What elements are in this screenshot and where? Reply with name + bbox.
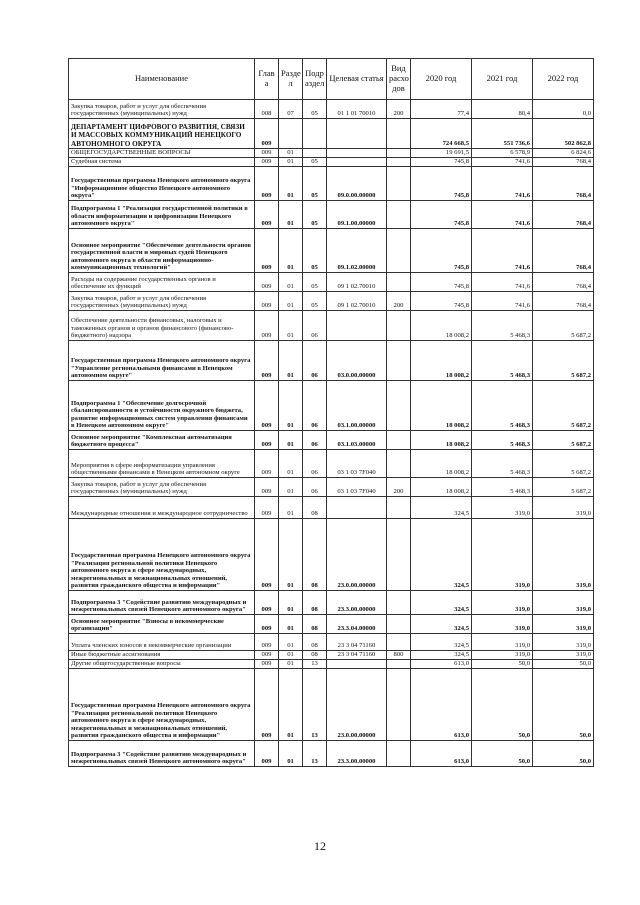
- table-row: [69, 591, 594, 615]
- row-target: 03.1.00.00000: [327, 381, 387, 431]
- row-podrazdel: 05: [303, 201, 327, 229]
- row-podrazdel: 06: [303, 431, 327, 450]
- row-2021: 741,6: [472, 292, 533, 311]
- table-row: [69, 634, 594, 651]
- row-razdel: 01: [279, 660, 303, 669]
- row-podrazdel: 05: [303, 158, 327, 167]
- row-target: [327, 158, 387, 167]
- col-header-target: Целевая статья: [327, 59, 387, 100]
- row-name: Закупка товаров, работ и услуг для обеспечения государственных (муниципальных) нужд: [69, 292, 255, 311]
- row-podrazdel: 06: [303, 450, 327, 478]
- row-razdel: 01: [279, 201, 303, 229]
- row-podrazdel: 08: [303, 591, 327, 615]
- row-razdel: 01: [279, 450, 303, 478]
- row-glava: 009: [255, 311, 279, 341]
- row-expense-type: [387, 497, 411, 519]
- row-2022: 5 687,2: [533, 431, 594, 450]
- row-name: Закупка товаров, работ и услуг для обеспечения государственных (муниципальных) нужд: [69, 100, 255, 119]
- row-razdel: 01: [279, 519, 303, 591]
- row-target: 03 1 03 7F040: [327, 450, 387, 478]
- row-target: 09.0.00.00000: [327, 167, 387, 201]
- row-name: Основное мероприятие "Комплексная автоматизация бюджетного процесса": [69, 431, 255, 450]
- row-razdel: 01: [279, 651, 303, 660]
- table-row: [69, 119, 594, 149]
- row-target: 09.1.00.00000: [327, 201, 387, 229]
- row-podrazdel: 08: [303, 497, 327, 519]
- col-header-2021: 2021 год: [472, 59, 533, 100]
- row-razdel: 01: [279, 615, 303, 634]
- row-expense-type: [387, 615, 411, 634]
- row-podrazdel: 05: [303, 167, 327, 201]
- row-name: Государственная программа Ненецкого автономного округа "Информационное общество Ненецкого автономного округа": [69, 167, 255, 201]
- row-2020: 745,8: [411, 167, 472, 201]
- row-glava: 009: [255, 478, 279, 497]
- row-razdel: 01: [279, 741, 303, 767]
- row-name: Государственная программа Ненецкого автономного округа "Реализация региональной политики Ненецкого автономного округа в сфере международных, межрегиональных и межнациональных отношений, развития гражданского общества и информации": [69, 519, 255, 591]
- row-expense-type: [387, 634, 411, 651]
- row-2022: 6 824,6: [533, 149, 594, 158]
- row-target: 23 3 04 71160: [327, 634, 387, 651]
- row-2020: 745,8: [411, 292, 472, 311]
- table-row: [69, 651, 594, 660]
- table-row: [69, 519, 594, 591]
- col-header-razdel: Разде л: [279, 59, 303, 100]
- row-podrazdel: 08: [303, 519, 327, 591]
- row-2022: 768,4: [533, 201, 594, 229]
- row-2020: 77,4: [411, 100, 472, 119]
- row-podrazdel: 13: [303, 741, 327, 767]
- row-podrazdel: 08: [303, 615, 327, 634]
- row-2021: 5 468,3: [472, 450, 533, 478]
- row-2022: 319,0: [533, 651, 594, 660]
- row-target: [327, 149, 387, 158]
- row-target: 23.3.00.00000: [327, 741, 387, 767]
- row-razdel: 01: [279, 381, 303, 431]
- row-2021: 5 468,3: [472, 478, 533, 497]
- row-expense-type: [387, 669, 411, 741]
- table-row: [69, 381, 594, 431]
- row-target: 23.3.04.00000: [327, 615, 387, 634]
- row-target: 03.1.03.00000: [327, 431, 387, 450]
- row-2020: 18 008,2: [411, 450, 472, 478]
- table-row: [69, 229, 594, 273]
- row-podrazdel: 05: [303, 273, 327, 292]
- row-2020: 745,8: [411, 201, 472, 229]
- row-2020: 324,5: [411, 615, 472, 634]
- row-name: Подпрограмма 1 "Обеспечение долгосрочной сбалансированности и устойчивости окружного бюджета, развитие информационных систем управления финансами в Ненецком автономном округе": [69, 381, 255, 431]
- row-2021: 6 578,9: [472, 149, 533, 158]
- row-2022: 319,0: [533, 634, 594, 651]
- table-row: [69, 167, 594, 201]
- row-glava: 009: [255, 167, 279, 201]
- row-glava: 009: [255, 381, 279, 431]
- row-expense-type: 200: [387, 292, 411, 311]
- row-target: 23.0.00.00000: [327, 519, 387, 591]
- row-2022: 768,4: [533, 273, 594, 292]
- row-2022: 50,0: [533, 741, 594, 767]
- row-expense-type: [387, 311, 411, 341]
- row-name: ДЕПАРТАМЕНТ ЦИФРОВОГО РАЗВИТИЯ, СВЯЗИ И МАССОВЫХ КОММУНИКАЦИЙ НЕНЕЦКОГО АВТОНОМНОГО ОКРУГА: [69, 119, 255, 149]
- table-row: [69, 273, 594, 292]
- row-expense-type: 200: [387, 478, 411, 497]
- row-2022: 319,0: [533, 519, 594, 591]
- row-glava: 009: [255, 229, 279, 273]
- row-podrazdel: 05: [303, 292, 327, 311]
- row-2021: 741,6: [472, 229, 533, 273]
- row-2022: 5 687,2: [533, 311, 594, 341]
- row-razdel: 01: [279, 311, 303, 341]
- row-expense-type: [387, 273, 411, 292]
- row-2020: 324,5: [411, 519, 472, 591]
- page-number: 12: [314, 839, 326, 853]
- row-name: Иные бюджетные ассигнования: [69, 651, 255, 660]
- row-2020: 18 008,2: [411, 311, 472, 341]
- row-podrazdel: 06: [303, 478, 327, 497]
- row-razdel: 07: [279, 100, 303, 119]
- row-podrazdel: 06: [303, 381, 327, 431]
- row-expense-type: [387, 167, 411, 201]
- row-glava: 008: [255, 100, 279, 119]
- row-target: 09 1 02.70010: [327, 292, 387, 311]
- row-name: Другие общегосударственные вопросы: [69, 660, 255, 669]
- row-2021: 741,6: [472, 167, 533, 201]
- row-target: 23 3 04 71160: [327, 651, 387, 660]
- row-razdel: 01: [279, 497, 303, 519]
- row-name: Судебная система: [69, 158, 255, 167]
- row-name: Подпрограмма 3 "Содействие развитию международных и межрегиональных связей Ненецкого автономного округа": [69, 591, 255, 615]
- row-glava: 009: [255, 119, 279, 149]
- row-expense-type: [387, 229, 411, 273]
- row-name: Основное мероприятие "Взносы в некоммерческие организации": [69, 615, 255, 634]
- row-2021: 741,6: [472, 201, 533, 229]
- row-2021: 50,0: [472, 669, 533, 741]
- row-2022: 768,4: [533, 167, 594, 201]
- row-2022: 0,0: [533, 100, 594, 119]
- row-razdel: 01: [279, 478, 303, 497]
- row-podrazdel: 06: [303, 311, 327, 341]
- row-expense-type: 800: [387, 651, 411, 660]
- row-2021: 50,0: [472, 660, 533, 669]
- row-podrazdel: 08: [303, 651, 327, 660]
- col-header-glava: Глав а: [255, 59, 279, 100]
- row-target: 23.0.00.00000: [327, 669, 387, 741]
- row-2021: 741,6: [472, 273, 533, 292]
- row-name: Закупка товаров, работ и услуг для обеспечения государственных (муниципальных) нужд: [69, 478, 255, 497]
- row-expense-type: [387, 201, 411, 229]
- row-target: 09 1 02.70010: [327, 273, 387, 292]
- row-razdel: 01: [279, 669, 303, 741]
- row-podrazdel: 05: [303, 100, 327, 119]
- row-2021: 5 468,3: [472, 341, 533, 381]
- row-podrazdel: 13: [303, 669, 327, 741]
- row-target: 03 1 03 7F040: [327, 478, 387, 497]
- row-2020: 613,0: [411, 741, 472, 767]
- table-row: [69, 311, 594, 341]
- row-2020: 18 008,2: [411, 431, 472, 450]
- row-2022: 5 687,2: [533, 341, 594, 381]
- row-expense-type: [387, 158, 411, 167]
- row-podrazdel: 05: [303, 229, 327, 273]
- budget-table: [68, 58, 594, 767]
- row-target: [327, 311, 387, 341]
- row-target: 09.1.02.00000: [327, 229, 387, 273]
- col-header-podrazdel: Подр аздел: [303, 59, 327, 100]
- row-2020: 18 008,2: [411, 478, 472, 497]
- row-name: Подпрограмма 3 "Содействие развитию международных и межрегиональных связей Ненецкого автономного округа": [69, 741, 255, 767]
- row-target: 01 1 01 70010: [327, 100, 387, 119]
- row-name: ОБЩЕГОСУДАРСТВЕННЫЕ ВОПРОСЫ: [69, 149, 255, 158]
- row-razdel: [279, 119, 303, 149]
- row-expense-type: [387, 381, 411, 431]
- row-expense-type: [387, 450, 411, 478]
- row-podrazdel: [303, 119, 327, 149]
- row-expense-type: [387, 149, 411, 158]
- row-expense-type: [387, 431, 411, 450]
- row-razdel: 01: [279, 158, 303, 167]
- row-2021: 5 468,3: [472, 431, 533, 450]
- table-row: [69, 149, 594, 158]
- row-2021: 319,0: [472, 651, 533, 660]
- row-2020: 745,8: [411, 158, 472, 167]
- row-glava: 009: [255, 292, 279, 311]
- row-glava: 009: [255, 615, 279, 634]
- row-razdel: 01: [279, 634, 303, 651]
- row-expense-type: [387, 341, 411, 381]
- row-2020: 18 008,2: [411, 341, 472, 381]
- row-glava: 009: [255, 741, 279, 767]
- table-row: [69, 431, 594, 450]
- row-2021: 741,6: [472, 158, 533, 167]
- row-target: [327, 497, 387, 519]
- row-name: Обеспечение деятельности финансовых, налоговых и таможенных органов и органов финансового (финансово-бюджетного) надзора: [69, 311, 255, 341]
- row-2022: 5 687,2: [533, 381, 594, 431]
- row-2020: 324,5: [411, 651, 472, 660]
- row-podrazdel: 13: [303, 660, 327, 669]
- row-expense-type: [387, 660, 411, 669]
- row-2022: 319,0: [533, 591, 594, 615]
- row-name: Государственная программа Ненецкого автономного округа "Реализация региональной политики Ненецкого автономного округа в сфере международных, межрегиональных и межнациональных отношений, развития гражданского общества и информации": [69, 669, 255, 741]
- row-glava: 009: [255, 634, 279, 651]
- row-target: [327, 119, 387, 149]
- row-2021: 5 468,3: [472, 311, 533, 341]
- row-name: Основное мероприятие "Обеспечение деятельности органов государственной власти и мировых судей Ненецкого автономного округа в области информационно-коммуникационных технологий": [69, 229, 255, 273]
- row-2021: 80,4: [472, 100, 533, 119]
- row-glava: 009: [255, 497, 279, 519]
- row-2020: 324,5: [411, 497, 472, 519]
- row-2020: 613,0: [411, 660, 472, 669]
- row-expense-type: [387, 591, 411, 615]
- table-header-row: [69, 59, 594, 100]
- row-target: [327, 660, 387, 669]
- row-name: Подпрограмма 1 "Реализация государственной политики в области информатизации и цифровизации Ненецкого автономного округа": [69, 201, 255, 229]
- table-row: [69, 478, 594, 497]
- row-podrazdel: 06: [303, 341, 327, 381]
- col-header-2020: 2020 год: [411, 59, 472, 100]
- row-target: 23.3.00.00000: [327, 591, 387, 615]
- table-row: [69, 741, 594, 767]
- row-2020: 324,5: [411, 634, 472, 651]
- row-razdel: 01: [279, 149, 303, 158]
- row-2022: 319,0: [533, 497, 594, 519]
- row-glava: 009: [255, 669, 279, 741]
- row-2022: 768,4: [533, 292, 594, 311]
- row-glava: 009: [255, 158, 279, 167]
- table-row: [69, 292, 594, 311]
- row-target: 03.0.00.00000: [327, 341, 387, 381]
- table-row: [69, 100, 594, 119]
- row-name: Уплата членских взносов в некоммерческие организации: [69, 634, 255, 651]
- row-2022: 50,0: [533, 669, 594, 741]
- row-2021: 319,0: [472, 634, 533, 651]
- row-2022: 768,4: [533, 158, 594, 167]
- row-glava: 009: [255, 591, 279, 615]
- row-glava: 009: [255, 149, 279, 158]
- table-row: [69, 341, 594, 381]
- row-expense-type: [387, 119, 411, 149]
- row-name: Мероприятия в сфере информатизации управления общественными финансами в Ненецком автономном округе: [69, 450, 255, 478]
- row-2020: 613,0: [411, 669, 472, 741]
- row-2020: 19 691,5: [411, 149, 472, 158]
- row-expense-type: [387, 741, 411, 767]
- row-glava: 009: [255, 201, 279, 229]
- row-glava: 009: [255, 273, 279, 292]
- table-row: [69, 615, 594, 634]
- table-body: [69, 100, 594, 767]
- row-glava: 009: [255, 341, 279, 381]
- row-podrazdel: [303, 149, 327, 158]
- table-row: [69, 158, 594, 167]
- row-2020: 745,8: [411, 229, 472, 273]
- table-row: [69, 660, 594, 669]
- row-razdel: 01: [279, 292, 303, 311]
- row-expense-type: 200: [387, 100, 411, 119]
- row-2021: 50,0: [472, 741, 533, 767]
- row-name: Международные отношения и международное сотрудничество: [69, 497, 255, 519]
- row-glava: 009: [255, 431, 279, 450]
- row-2022: 5 687,2: [533, 478, 594, 497]
- row-podrazdel: 08: [303, 634, 327, 651]
- row-name: Государственная программа Ненецкого автономного округа "Управление региональными финансами в Ненецком автономном округе": [69, 341, 255, 381]
- col-header-2022: 2022 год: [533, 59, 594, 100]
- row-2021: 319,0: [472, 519, 533, 591]
- row-2021: 319,0: [472, 497, 533, 519]
- row-razdel: 01: [279, 431, 303, 450]
- row-glava: 009: [255, 660, 279, 669]
- row-2021: 319,0: [472, 591, 533, 615]
- row-razdel: 01: [279, 167, 303, 201]
- row-2022: 319,0: [533, 615, 594, 634]
- table-row: [69, 201, 594, 229]
- col-header-expense-type: Вид расхо дов: [387, 59, 411, 100]
- row-razdel: 01: [279, 229, 303, 273]
- row-razdel: 01: [279, 273, 303, 292]
- row-expense-type: [387, 519, 411, 591]
- row-name: Расходы на содержание государственных органов и обеспечение их функций: [69, 273, 255, 292]
- row-razdel: 01: [279, 591, 303, 615]
- row-2022: 50,0: [533, 660, 594, 669]
- row-2022: 502 862,8: [533, 119, 594, 149]
- row-glava: 009: [255, 450, 279, 478]
- row-2020: 724 668,5: [411, 119, 472, 149]
- row-2020: 324,5: [411, 591, 472, 615]
- row-glava: 009: [255, 519, 279, 591]
- row-2022: 768,4: [533, 229, 594, 273]
- row-2021: 319,0: [472, 615, 533, 634]
- row-2021: 551 736,6: [472, 119, 533, 149]
- col-header-name: Наименование: [69, 59, 255, 100]
- row-glava: 009: [255, 651, 279, 660]
- row-razdel: 01: [279, 341, 303, 381]
- table-row: [69, 669, 594, 741]
- row-2021: 5 468,3: [472, 381, 533, 431]
- row-2020: 745,8: [411, 273, 472, 292]
- table-row: [69, 450, 594, 478]
- row-2020: 18 008,2: [411, 381, 472, 431]
- table-row: [69, 497, 594, 519]
- row-2022: 5 687,2: [533, 450, 594, 478]
